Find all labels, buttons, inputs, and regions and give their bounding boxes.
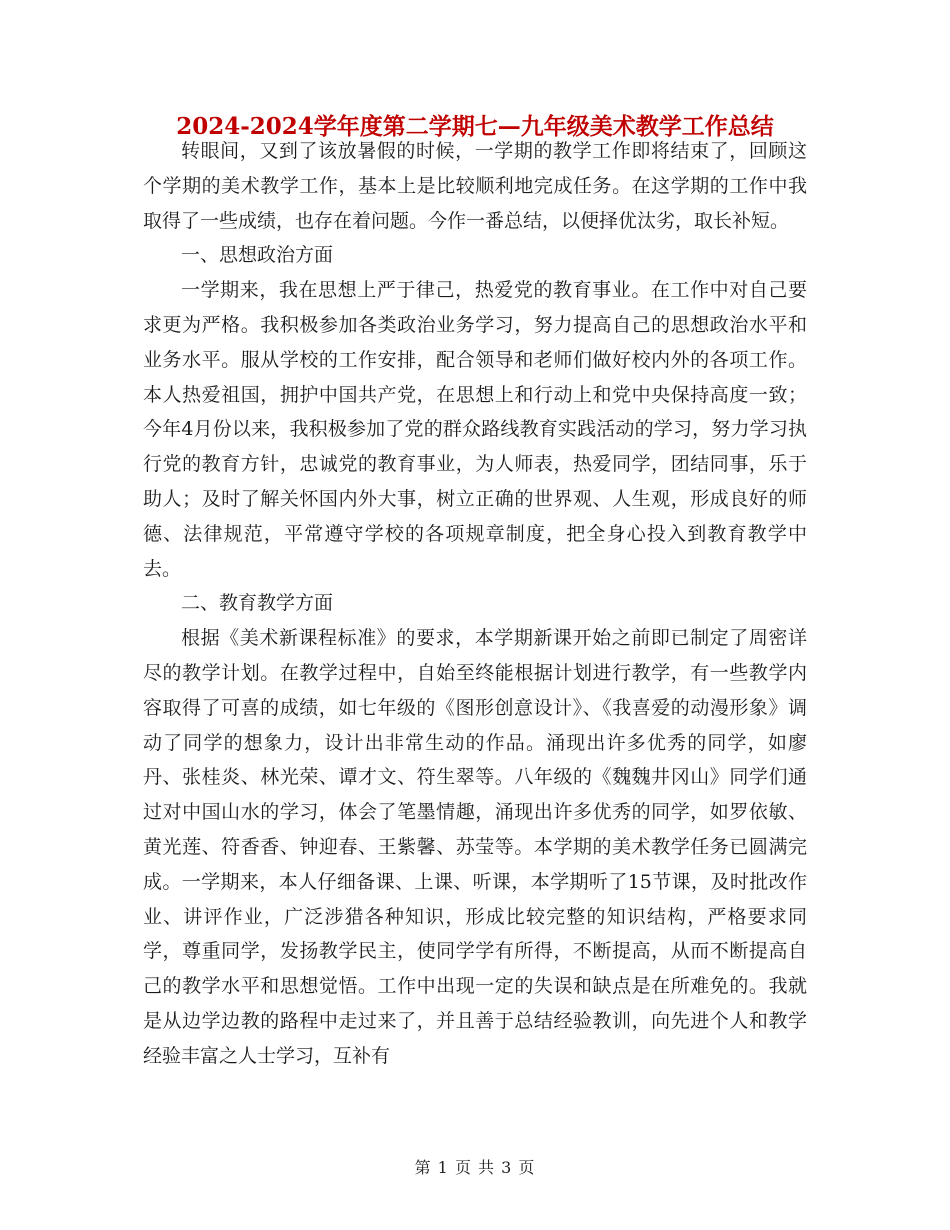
paragraph-politics: 一学期来，我在思想上严于律己，热爱党的教育事业。在工作中对自己要求更为严格。我积极参加各类政治业务学习，努力提高自己的思想政治水平和业务水平。服从学校的工作安排，配合领导和老师们做好校内外的各项工作。本人热爱祖国，拥护中国共产党，在思想上和行动上和党中央保持高度一致；今年4月份以来，我积极参加了党的群众路线教育实践活动的学习，努力学习执行党的教育方针，忠诚党的教育事业，为人师表，热爱同学，团结同事，乐于助人；及时了解关怀国内外大事，树立正确的世界观、人生观，形成良好的师德、法律规范，平常遵守学校的各项规章制度，把全身心投入到教育教学中去。 — [143, 279, 807, 580]
section-heading-teaching: 二、教育教学方面 — [181, 592, 334, 615]
paragraph-intro: 转眼间，又到了该放暑假的时候，一学期的教学工作即将结束了，回顾这个学期的美术教学工作，基本上是比较顺利地完成任务。在这学期的工作中我取得了一些成绩，也存在着问题。今作一番总结，以便择优汰劣，取长补短。 — [143, 140, 807, 232]
document-title: 2024-2024学年度第二学期七—九年级美术教学工作总结 — [176, 113, 774, 140]
page-number-footer: 第 1 页 共 3 页 — [414, 1158, 536, 1177]
section-heading-politics: 一、思想政治方面 — [181, 244, 334, 267]
document-body — [143, 134, 807, 1074]
paragraph-teaching: 根据《美术新课程标准》的要求，本学期新课开始之前即已制定了周密详尽的教学计划。在教学过程中，自始至终能根据计划进行教学，有一些教学内容取得了可喜的成绩，如七年级的《图形创意设计》、《我喜爱的动漫形象》调动了同学的想象力，设计出非常生动的作品。涌现出许多优秀的同学，如廖丹、张桂炎、林光荣、谭才文、符生翠等。八年级的《魏魏井冈山》同学们通过对中国山水的学习，体会了笔墨情趣，涌现出许多优秀的同学，如罗依敏、黄光莲、符香香、钟迎春、王紫馨、苏莹等。本学期的美术教学任务已圆满完成。一学期来，本人仔细备课、上课、听课，本学期听了15节课，及时批改作业、讲评作业，广泛涉猎各种知识，形成比较完整的知识结构，严格要求同学，尊重同学，发扬教学民主，使同学学有所得，不断提高，从而不断提高自己的教学水平和思想觉悟。工作中出现一定的失误和缺点是在所难免的。我就是从边学边教的路程中走过来了，并且善于总结经验教训，向先进个人和教学经验丰富之人士学习，互补有 — [143, 627, 807, 1067]
